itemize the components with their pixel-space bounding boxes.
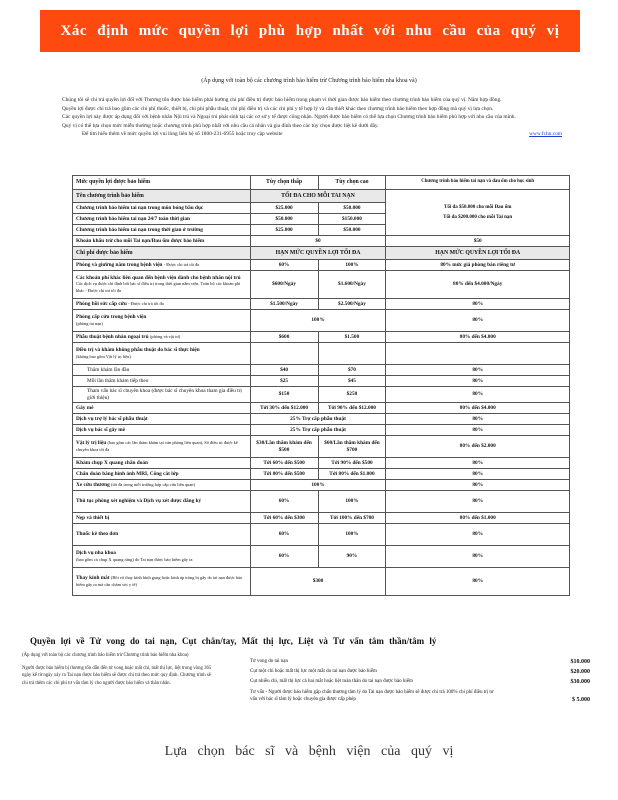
row-sub: (Bồi vô thay kính bình gọng hoặc kính áp tròng bị gãy do tai nạn được bảo hiểm gây ra mà cần chăm sóc y tế) (76, 575, 243, 587)
row-label: Mỗi lần thăm khám tiếp theo (73, 376, 251, 387)
row-program: 80% (386, 299, 570, 310)
row-program: 80% (386, 480, 570, 491)
benefit-item (250, 667, 590, 677)
row-program: 80% (386, 524, 570, 546)
row-low: $25 (250, 376, 318, 387)
table-row (73, 568, 570, 596)
row-low: $40 (250, 365, 318, 376)
benefit-item (250, 677, 590, 687)
row-label: Dịch vụ bác sĩ gây mê (73, 425, 251, 436)
benefits-paragraph: (Áp dụng với toàn bộ các chương trình bảo hiểm trừ Chương trình bảo hiểm nha khoa) (22, 653, 189, 658)
row-program: 80% (386, 387, 570, 403)
plan-low: $50.000 (250, 214, 318, 225)
row-program: 80% (386, 310, 570, 332)
table-row (73, 524, 570, 546)
row-low: Tới 60% đến $500 (250, 458, 318, 469)
row-high: Tới 100% đến $700 (318, 513, 386, 524)
row-program: 80% (386, 546, 570, 568)
row-label: Chẩn đoán bằng hình ảnh MRI, Công cắt lớp (73, 469, 251, 480)
row-merged: 100% (250, 310, 386, 332)
row-merged: $300 (250, 568, 386, 596)
row-high: $1.600/Ngày (318, 271, 386, 299)
table-row (73, 491, 570, 513)
row-sub: (không bao gồm Vật lý trị liệu) (76, 353, 131, 359)
plan-low: $25.000 (250, 225, 318, 236)
table-row (73, 546, 570, 568)
benefit-label: Tử vong do tai nạn (250, 659, 288, 664)
row-high: Tới 90% đến $12.000 (318, 403, 386, 414)
row-label: Thủ tục phòng xét nghiệm và Dịch vụ xét được đăng ký (73, 491, 251, 513)
row-label: Thăm khám lần đầu (73, 365, 251, 376)
row-merged: 100% (250, 480, 386, 491)
counseling-text: Tư vấn - Người được bảo hiểm gặp chấn thương tâm lý do Tai nạn được bảo hiểm sẽ được chi trả 100% chi phí điều trị tư vấn với bác sĩ tâm lý hoặc chuyên gia được cấp phép (250, 690, 494, 702)
row-low: $1.500/Ngày (250, 299, 318, 310)
benefit-amount: $20.000 (570, 669, 590, 675)
row-program: 80% đến $4.000 (386, 403, 570, 414)
intro-text (62, 96, 562, 139)
deductible-row (73, 236, 570, 247)
benefits-description (22, 652, 212, 687)
row-low: 60% (250, 491, 318, 513)
row-program: 80% (386, 469, 570, 480)
program-note-2: Tối đa $200.000 cho mỗi Tai nạn (443, 214, 513, 220)
row-program: 80% đến $1.000 (386, 513, 570, 524)
row-label: Tham vấn bác sĩ chuyên khoa (87, 388, 151, 394)
row-program: 80% mức giá phòng bán riêng tư (386, 260, 570, 271)
row-label: Phòng hồi sức cấp cứu (76, 300, 127, 307)
row-program: 80% (386, 365, 570, 376)
section-expenses-program: HẠN MỨC QUYỀN LỢI TỐI ĐA (386, 247, 570, 260)
row-sub: Các dịch vụ được chỉ định bởi bác sĩ điều trị trong thời gian nằm viện, Toàn bộ các khoản phí khác - Được chi trả tối đa (76, 281, 241, 293)
counseling-amount: $ 5.000 (572, 697, 590, 703)
row-low: $150 (250, 387, 318, 403)
intro-paragraph: Quý vị có thể lựa chọn mức miễn thường hoặc chương trình phù hợp nhất với nhu cầu cá nhân và gia đình theo các tùy chọn được liệt kê dưới đây. (62, 122, 379, 129)
table-row (73, 513, 570, 524)
deductible-label: Khoản khấu trừ cho mỗi Tai nạn/Đau ốm được bảo hiểm (73, 236, 251, 247)
header-low: Tùy chọn thấp (250, 176, 318, 190)
plan-label: Chương trình bảo hiểm tai nạn trong môn bóng bầu dục (73, 203, 251, 214)
row-high: Tới 90% đến $500 (318, 458, 386, 469)
table-row (73, 480, 570, 491)
plan-high: $50.000 (318, 225, 386, 236)
table-row (73, 436, 570, 458)
row-label: Thuốc kê theo đơn (73, 524, 251, 546)
row-program: 80% (386, 425, 570, 436)
row-label: Dịch vụ nha khoa (76, 550, 116, 556)
row-high (318, 343, 386, 365)
row-merged: 25% Trợ cấp phẫu thuật (250, 414, 386, 425)
intro-paragraph: Chúng tôi sẽ chi trả quyền lợi đối với Thương tổn được bảo hiểm phải hưởng chi phí điều trị được bảo hiểm trong phạm vi thời gian được bảo hiểm theo chương trình bảo hiểm của quý vị. Năm hợp đồng. (62, 97, 502, 103)
row-sub: (tối đa trong mỗi trường hợp cấp cứu liên quan) (111, 481, 195, 487)
row-low: $30/Lần thăm khám đến $500 (250, 436, 318, 458)
plan-label: Chương trình bảo hiểm tai nạn 24/7 toàn thời gian (73, 214, 251, 225)
deductible-value: $0 (250, 236, 386, 247)
row-low: 60% (250, 546, 318, 568)
section-expenses-value: HẠN MỨC QUYỀN LỢI TỐI ĐA (250, 247, 386, 260)
row-program: 80% đến $4.000/Ngày (386, 271, 570, 299)
row-high: $60/Lần thăm khám đến $700 (318, 436, 386, 458)
row-sub: (phòng và vật tư) (149, 333, 181, 339)
section-plan-row (73, 190, 570, 203)
table-row (73, 414, 570, 425)
row-program: 80% đến $4.000 (386, 332, 570, 343)
table-row (73, 343, 570, 365)
benefit-amount: $30.000 (570, 679, 590, 685)
intro-contact: Để tìm hiểu thêm về mức quyền lợi vui lòng liên hệ số 1800-231-6955 hoặc truy cập website (82, 131, 283, 138)
row-high: $250 (318, 387, 386, 403)
intro-paragraph: Các quyền lợi này được áp dụng đối với bệnh nhân Nội trú và Ngoại trú phát sinh tại các cơ sở y tế được công nhận. Người được bảo hiểm có thể lựa chọn Chương trình bảo hiểm phù hợp với nhu cầu của mình. (62, 114, 516, 121)
row-label: Dịch vụ trợ lý bác sĩ phẫu thuật (73, 414, 251, 425)
table-row (73, 403, 570, 414)
table-row (73, 458, 570, 469)
row-low: Tới 60% đến $300 (250, 513, 318, 524)
row-high: 100% (318, 491, 386, 513)
row-label: Phẫu thuật bệnh nhân ngoại trú (76, 333, 149, 340)
program-notes (386, 190, 570, 236)
row-low: $600/Ngày (250, 271, 318, 299)
row-sub: - Được chi trả tối đa (128, 300, 164, 306)
benefits-amounts (250, 657, 590, 704)
website-link[interactable]: www.fchn.com (529, 131, 562, 138)
benefits-title: Quyền lợi về Tử vong do tai nạn, Cụt chân/tay, Mất thị lực, Liệt và Tư vấn tâm thần/tâm lý (30, 636, 437, 646)
benefit-label: Cụt một chi hoặc mất thị lực một mắt do tai nạn được bảo hiểm (250, 669, 377, 674)
row-label: Khám chụp X quang chẩn đoán (73, 458, 251, 469)
table-row (73, 332, 570, 343)
deductible-program: $50 (386, 236, 570, 247)
table-row (73, 425, 570, 436)
row-program: 80% (386, 491, 570, 513)
header-program: Chương trình bảo hiểm tai nạn và đau ốm cho học sinh (386, 176, 570, 190)
row-label: Gây mê (73, 403, 251, 414)
plan-label: Chương trình bảo hiểm tai nạn trong thời gian ở trường (73, 225, 251, 236)
row-label: Phòng và giường nằm trong bệnh viện (76, 261, 163, 268)
row-sub: (bao gồm cả chụp X quang răng) do Tai nạn được bảo hiểm gây ra (76, 556, 193, 562)
row-low: 60% (250, 260, 318, 271)
table-row (73, 376, 570, 387)
row-low: $600 (250, 332, 318, 343)
table-row (73, 299, 570, 310)
row-sub: (phòng tai nạn) (76, 320, 103, 326)
row-label: Thay kính mắt (76, 575, 110, 581)
footer-title: Lựa chọn bác sĩ và bệnh viện của quý vị (164, 744, 454, 759)
row-label: Các khoản phí khác liên quan đến bệnh viện dành cho bệnh nhân nội trú (76, 274, 241, 281)
plan-high: $50.000 (318, 203, 386, 214)
counseling-note (250, 689, 590, 704)
row-program: 80% (386, 458, 570, 469)
header-benefit: Mức quyền lợi được bảo hiểm (73, 176, 251, 190)
row-label: Xe cứu thương (76, 481, 110, 488)
intro-contact-row (62, 130, 562, 139)
page-banner (40, 10, 580, 52)
plan-high: $150.000 (318, 214, 386, 225)
row-sub: (được bác sĩ chuyên khoa tham gia điều trị giới thiệu) (87, 388, 242, 401)
section-expenses-row (73, 247, 570, 260)
section-plan-label: Tên chương trình bảo hiểm (73, 190, 251, 203)
row-program (386, 343, 570, 365)
table-row (73, 469, 570, 480)
row-label: Nẹp và thiết bị (73, 513, 251, 524)
row-high: $1.500 (318, 332, 386, 343)
table-header-row (73, 176, 570, 190)
row-program: 80% (386, 414, 570, 425)
row-low: Tới 30% đến $12.000 (250, 403, 318, 414)
program-note-1: Tối đa $50.000 cho mỗi Đau ốm (444, 204, 512, 210)
row-high: $2.500/Ngày (318, 299, 386, 310)
table-row (73, 365, 570, 376)
banner-title: Xác định mức quyền lợi phù hợp nhất với nhu cầu của quý vị (60, 22, 560, 39)
table-row (73, 260, 570, 271)
header-high: Tùy chọn cao (318, 176, 386, 190)
row-high: Tới 80% đến $1.000 (318, 469, 386, 480)
row-label: Vật lý trị liệu (76, 440, 107, 446)
row-sub: - Được chi trả tối đa (163, 261, 200, 267)
benefit-amount: $10.000 (570, 659, 590, 665)
table-row (73, 310, 570, 332)
row-high: 100% (318, 524, 386, 546)
row-high: $70 (318, 365, 386, 376)
row-low (250, 343, 318, 365)
benefit-label: Cụt nhiều chi, mất thị lực cả hai mắt hoặc liệt toàn thân do tai nạn được bảo hiểm (250, 679, 413, 684)
table-row (73, 271, 570, 299)
intro-paragraph: Quyền lợi được chi trả bao gồm các chi phí thuốc, thiết bị, chi phí phẫu thuật, chi phí điều trị và các chi phí y tế hợp lý và cần thiết khác theo chương trình bảo hiểm theo hợp đồng mà quý vị lựa chọn. (62, 105, 494, 112)
plan-low: $25.000 (250, 203, 318, 214)
row-high: $45 (318, 376, 386, 387)
section-plan-value: TỐI ĐA CHO MỖI TAI NẠN (250, 190, 386, 203)
benefits-table (72, 175, 570, 596)
row-program: 80% (386, 568, 570, 596)
row-high: 90% (318, 546, 386, 568)
row-label: Điều trị và khám không phẫu thuật do bác sĩ thực hiện (76, 347, 200, 353)
row-low: 60% (250, 524, 318, 546)
benefit-item (250, 657, 590, 667)
row-high: 100% (318, 260, 386, 271)
section-expenses-label: Chi phí được bảo hiểm (73, 247, 251, 260)
row-program: 80% đến $2.000 (386, 436, 570, 458)
row-label: Phòng cấp cứu trong bệnh viện (76, 314, 147, 320)
row-low: Tới 80% đến $500 (250, 469, 318, 480)
table-row (73, 387, 570, 403)
applies-note: (Áp dụng với toàn bộ các chương trình bảo hiểm trừ Chương trình bảo hiểm nha khoa và) (201, 78, 417, 84)
row-merged: 25% Trợ cấp phẫu thuật (250, 425, 386, 436)
row-sub: (bao gồm các lần thăm khám tại văn phòng liên quan), Số điều trị được kê chuyên khoa tối đa (76, 440, 238, 452)
benefits-paragraph: Người được bảo hiểm bị thương tổn dẫn đến tử vong hoặc mất chi, mất thị lực, liệt trong vòng 365 ngày kể từ ngày xảy ra Tai nạn được bảo hiểm sẽ được chi trả theo mức quy định. Chương trình sẽ chi trả thêm các chi phí tư vấn tâm lý cho người được bảo hiểm và thân nhân. (22, 666, 212, 686)
row-program: 80% (386, 376, 570, 387)
